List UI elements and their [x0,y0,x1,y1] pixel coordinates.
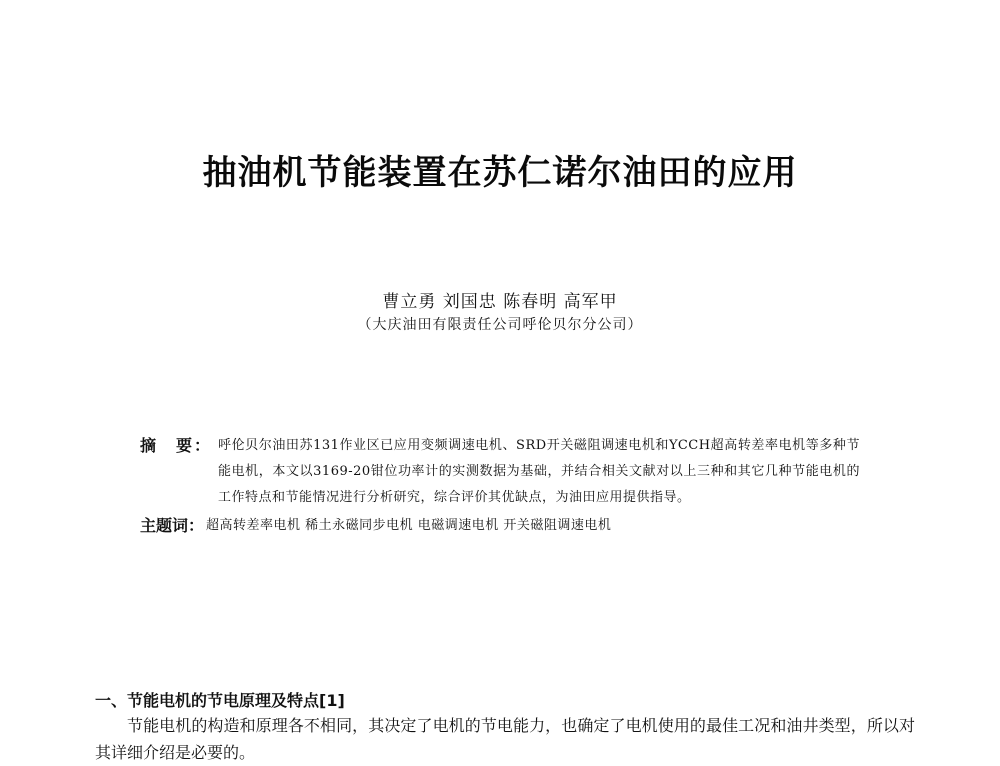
keywords-text: 超高转差率电机 稀土永磁同步电机 电磁调速电机 开关磁阻调速电机 [206,518,612,533]
paper-title: 抽油机节能装置在苏仁诺尔油田的应用 [202,153,798,193]
keywords-label: 主题词： [140,516,205,535]
keywords-row [140,513,860,539]
abstract-label: 摘 要： [140,436,213,455]
affiliation: （大庆油田有限责任公司呼伦贝尔分公司） [357,317,643,333]
abstract-block [140,433,860,539]
author-list: 曹立勇 刘国忠 陈春明 高军甲 [382,292,618,312]
abstract-text: 呼伦贝尔油田苏131作业区已应用变频调速电机、SRD开关磁阻调速电机和YCCH超高转差率电机等多种节能电机，本文以3169-20钳位功率计的实测数据为基础，并结合相关文献对以上三种和其它几种节能电机的工作特点和节能情况进行分析研究，综合评价其优缺点，为油田应用提供指导。 [218,438,860,505]
section-paragraph: 节能电机的构造和原理各不相同，其决定了电机的节电能力，也确定了电机使用的最佳工况和油井类型，所以对其详细介绍是必要的。 [95,716,915,762]
abstract-row [140,433,860,511]
section-heading: 一、节能电机的节电原理及特点[1] [95,691,345,710]
